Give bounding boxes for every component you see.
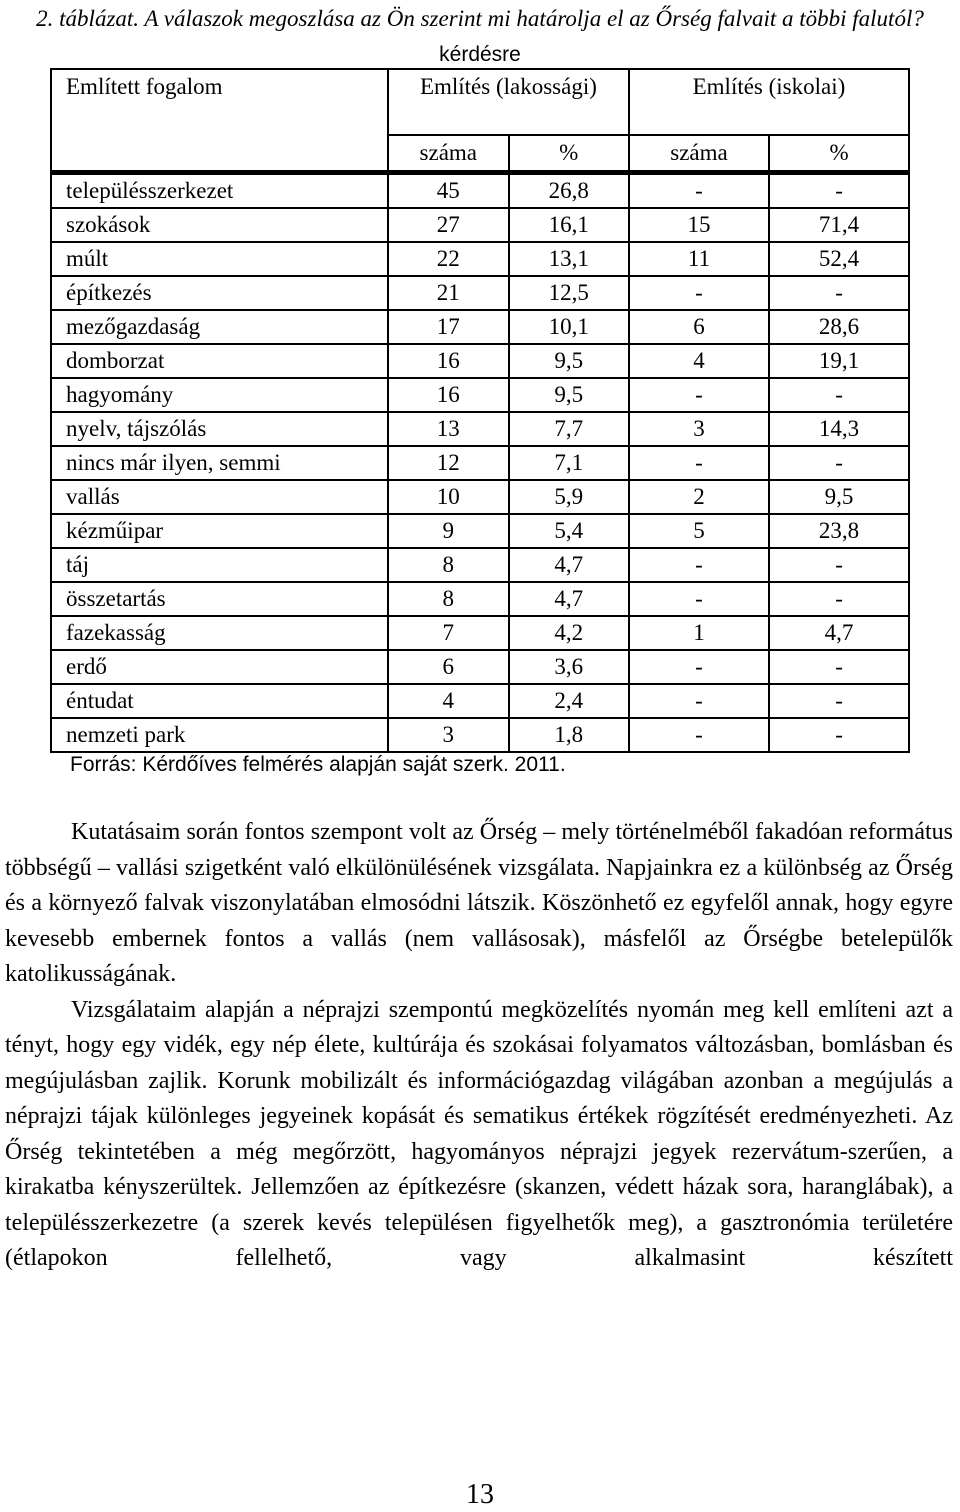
- table-row: [51, 208, 909, 242]
- cell-residential-percent: 1,8: [509, 718, 629, 752]
- cell-school-percent: -: [769, 684, 909, 718]
- cell-school-percent: 23,8: [769, 514, 909, 548]
- cell-residential-count: 12: [388, 446, 509, 480]
- cell-residential-percent: 7,7: [509, 412, 629, 446]
- cell-school-percent: -: [769, 548, 909, 582]
- cell-school-count: 6: [629, 310, 769, 344]
- cell-term: múlt: [51, 242, 388, 276]
- cell-term: hagyomány: [51, 378, 388, 412]
- cell-school-count: -: [629, 173, 769, 209]
- cell-residential-count: 17: [388, 310, 509, 344]
- cell-term: domborzat: [51, 344, 388, 378]
- cell-residential-count: 22: [388, 242, 509, 276]
- cell-residential-percent: 4,7: [509, 582, 629, 616]
- header-residential: Említés (lakossági): [388, 69, 629, 135]
- table-row: [51, 480, 909, 514]
- cell-residential-count: 21: [388, 276, 509, 310]
- cell-term: vallás: [51, 480, 388, 514]
- cell-term: erdő: [51, 650, 388, 684]
- cell-school-count: 15: [629, 208, 769, 242]
- table-row: [51, 412, 909, 446]
- cell-term: mezőgazdaság: [51, 310, 388, 344]
- cell-residential-count: 8: [388, 548, 509, 582]
- cell-residential-percent: 9,5: [509, 378, 629, 412]
- cell-school-percent: -: [769, 650, 909, 684]
- cell-residential-count: 16: [388, 344, 509, 378]
- header-school: Említés (iskolai): [629, 69, 909, 135]
- cell-school-count: 3: [629, 412, 769, 446]
- page-number: 13: [466, 1479, 494, 1510]
- cell-school-count: 5: [629, 514, 769, 548]
- table-row: [51, 242, 909, 276]
- cell-term: kézműipar: [51, 514, 388, 548]
- cell-school-percent: 14,3: [769, 412, 909, 446]
- table-row: [51, 514, 909, 548]
- cell-residential-percent: 12,5: [509, 276, 629, 310]
- body-text: [5, 815, 953, 1277]
- cell-residential-count: 9: [388, 514, 509, 548]
- cell-residential-count: 3: [388, 718, 509, 752]
- cell-term: szokások: [51, 208, 388, 242]
- cell-school-count: -: [629, 378, 769, 412]
- cell-term: nyelv, tájszólás: [51, 412, 388, 446]
- cell-school-percent: -: [769, 276, 909, 310]
- table-row: [51, 650, 909, 684]
- cell-school-percent: -: [769, 173, 909, 209]
- table-row: [51, 310, 909, 344]
- cell-school-count: -: [629, 548, 769, 582]
- cell-residential-percent: 16,1: [509, 208, 629, 242]
- cell-term: táj: [51, 548, 388, 582]
- table-row: [51, 616, 909, 650]
- cell-term: fazekasság: [51, 616, 388, 650]
- table-row: [51, 446, 909, 480]
- table-caption-title: 2. táblázat. A válaszok megoszlása az Ön szerint mi határolja el az Őrség falvait a többi falutól?: [36, 6, 924, 31]
- table-row: [51, 378, 909, 412]
- cell-residential-percent: 9,5: [509, 344, 629, 378]
- table-source-note: Forrás: Kérdőíves felmérés alapján saját szerk. 2011.: [70, 753, 566, 776]
- cell-school-percent: -: [769, 446, 909, 480]
- subheader-school-count: száma: [629, 135, 769, 173]
- cell-residential-percent: 5,9: [509, 480, 629, 514]
- subheader-residential-count: száma: [388, 135, 509, 173]
- table-row: [51, 582, 909, 616]
- table-caption: [0, 2, 960, 72]
- cell-residential-count: 27: [388, 208, 509, 242]
- cell-term: nemzeti park: [51, 718, 388, 752]
- cell-school-percent: 9,5: [769, 480, 909, 514]
- table-row: [51, 684, 909, 718]
- cell-residential-percent: 4,2: [509, 616, 629, 650]
- cell-school-percent: 4,7: [769, 616, 909, 650]
- table-header-row: [51, 69, 909, 135]
- table-row: [51, 173, 909, 209]
- cell-term: összetartás: [51, 582, 388, 616]
- cell-school-count: 2: [629, 480, 769, 514]
- response-distribution-table: [50, 68, 910, 753]
- cell-school-count: -: [629, 684, 769, 718]
- cell-residential-percent: 7,1: [509, 446, 629, 480]
- cell-term: nincs már ilyen, semmi: [51, 446, 388, 480]
- cell-school-count: 11: [629, 242, 769, 276]
- cell-school-percent: 19,1: [769, 344, 909, 378]
- cell-school-percent: 28,6: [769, 310, 909, 344]
- cell-school-count: 4: [629, 344, 769, 378]
- cell-school-count: -: [629, 650, 769, 684]
- table-row: [51, 344, 909, 378]
- cell-school-count: -: [629, 582, 769, 616]
- cell-residential-percent: 4,7: [509, 548, 629, 582]
- table-row: [51, 276, 909, 310]
- paragraph: Kutatásaim során fontos szempont volt az Őrség – mely történelméből fakadóan református többségű – vallási szigetként való elkülönülésének vizsgálata. Napjainkra ez a különbség az Őrség és a környező falvak viszonylatában elmosódni látszik. Köszönhető ez egyfelől annak, hogy egyre kevesebb embernek fontos a vallás (nem vallásosak), másfelől az Őrségbe betelepülők katolikusságának.: [5, 819, 953, 987]
- subheader-residential-percent: %: [509, 135, 629, 173]
- header-term: Említett fogalom: [51, 69, 388, 173]
- cell-residential-percent: 10,1: [509, 310, 629, 344]
- cell-residential-percent: 26,8: [509, 173, 629, 209]
- cell-school-count: -: [629, 718, 769, 752]
- cell-school-percent: 52,4: [769, 242, 909, 276]
- cell-residential-count: 13: [388, 412, 509, 446]
- table-row: [51, 548, 909, 582]
- cell-school-count: 1: [629, 616, 769, 650]
- cell-school-percent: -: [769, 718, 909, 752]
- cell-residential-percent: 13,1: [509, 242, 629, 276]
- table-body: [51, 69, 909, 752]
- cell-school-percent: -: [769, 582, 909, 616]
- cell-residential-count: 10: [388, 480, 509, 514]
- cell-term: településszerkezet: [51, 173, 388, 209]
- cell-school-count: -: [629, 276, 769, 310]
- cell-residential-count: 6: [388, 650, 509, 684]
- cell-residential-count: 7: [388, 616, 509, 650]
- paragraph: Vizsgálataim alapján a néprajzi szempontú megközelítés nyomán meg kell említeni azt a tényt, hogy egy vidék, egy nép élete, kultúrája és szokásai folyamatos változásban, bomlásban és megújulásban zajlik. Korunk mobilizált és információgazdag világában azonban a megújulás a néprajzi tájak különleges jegyeinek kopását és sematikus értékek rögzítését eredményezheti. Az Őrség tekintetében a még megőrzött, hagyományos néprajzi jegyek rezervátum-szerűen, a kirakatba kényszerültek. Jellemzően az építkezésre (skanzen, védett házak sora, haranglábak), a településszerkezetre (a szerek kevés településen figyelhetők meg), a gasztronómia területére (étlapokon fellelhető, vagy alkalmasint készített: [5, 996, 953, 1271]
- cell-school-percent: 71,4: [769, 208, 909, 242]
- cell-residential-count: 4: [388, 684, 509, 718]
- cell-residential-count: 16: [388, 378, 509, 412]
- subheader-school-percent: %: [769, 135, 909, 173]
- cell-school-percent: -: [769, 378, 909, 412]
- table-row: [51, 718, 909, 752]
- cell-school-count: -: [629, 446, 769, 480]
- cell-residential-percent: 5,4: [509, 514, 629, 548]
- cell-residential-count: 8: [388, 582, 509, 616]
- cell-residential-percent: 3,6: [509, 650, 629, 684]
- cell-residential-count: 45: [388, 173, 509, 209]
- cell-term: építkezés: [51, 276, 388, 310]
- table-caption-suffix: kérdésre: [439, 43, 521, 66]
- cell-term: éntudat: [51, 684, 388, 718]
- cell-residential-percent: 2,4: [509, 684, 629, 718]
